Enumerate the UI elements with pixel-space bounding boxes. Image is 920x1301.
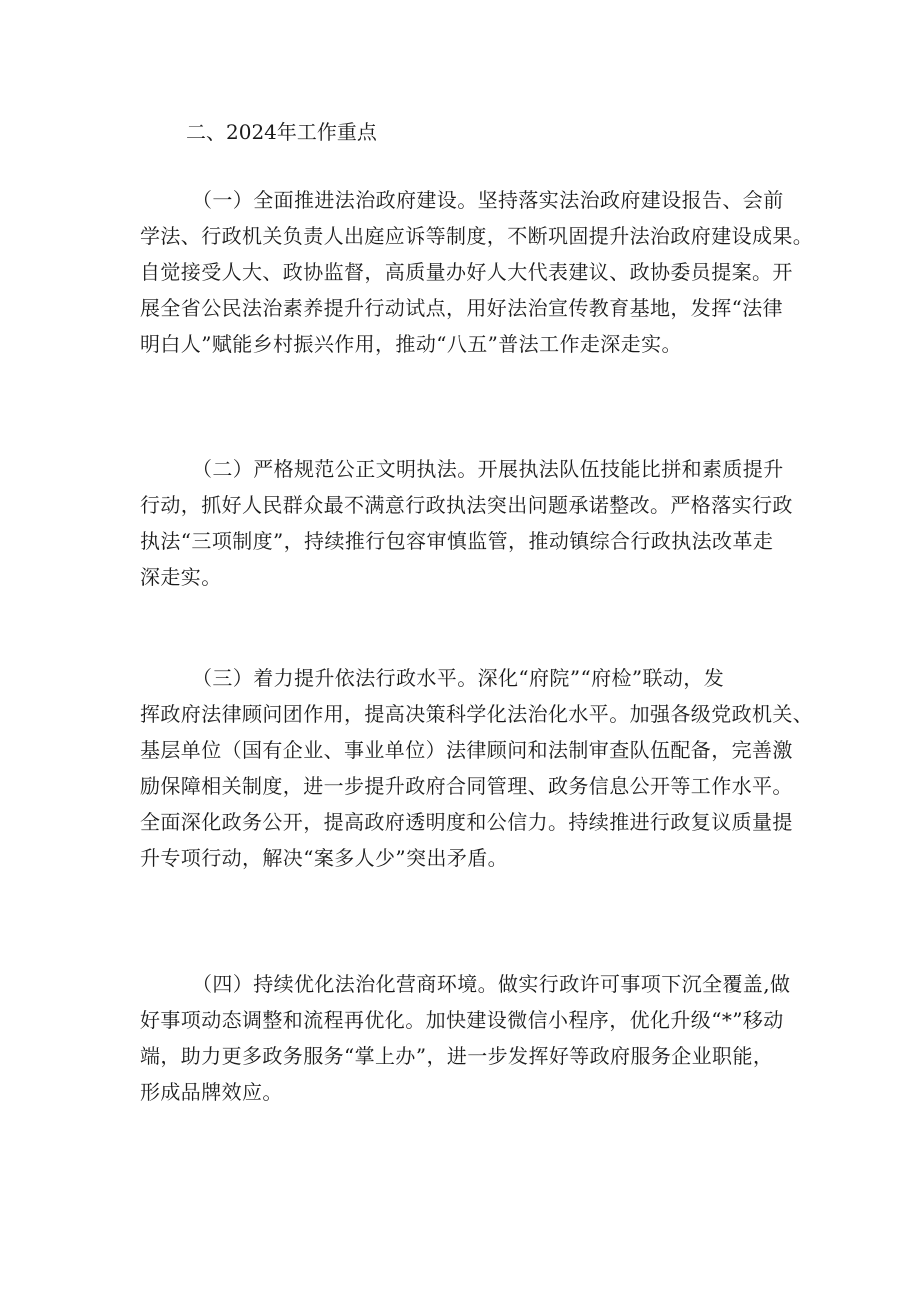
paragraph-1 [140,182,814,362]
paragraph-line: （四）持续优化法治化营商环境。做实行政许可事项下沉全覆盖,做 [192,972,791,996]
paragraph-line: 执法“三项制度”，持续推行包容审慎监管，推动镇综合行政执法改革走 [140,529,774,553]
paragraph-line: 学法、行政机关负责人出庭应诉等制度，不断巩固提升法治政府建设成果。 [140,224,814,248]
paragraph-line: 明白人”赋能乡村振兴作用，推动“八五”普法工作走深走实。 [140,332,682,356]
paragraph-line: 全面深化政务公开，提高政府透明度和公信力。持续推进行政复议质量提 [140,810,793,834]
paragraph-line: 行动，抓好人民群众最不满意行政执法突出问题承诺整改。严格落实行政 [140,493,793,517]
paragraph-line: 升专项行动，解决“案多人少”突出矛盾。 [140,846,509,870]
paragraph-line: （二）严格规范公正文明执法。开展执法队伍技能比拼和素质提升 [192,457,784,481]
paragraph-line: 形成品牌效应。 [140,1080,283,1104]
paragraph-line: 挥政府法律顾问团作用，提高决策科学化法治化水平。加强各级党政机关、 [140,702,814,726]
paragraph-line: 深走实。 [140,565,222,589]
paragraph-line: 展全省公民法治素养提升行动试点，用好法治宣传教育基地，发挥“法律 [140,296,784,320]
paragraph-line: 好事项动态调整和流程再优化。加快建设微信小程序，优化升级“*”移动 [140,1008,784,1032]
paragraph-line: （三）着力提升依法行政水平。深化“府院”“府检”联动，发 [192,666,725,690]
paragraph-2 [140,451,793,595]
paragraph-line: 励保障相关制度，进一步提升政府合同管理、政务信息公开等工作水平。 [140,774,793,798]
paragraph-line: 端，助力更多政务服务“掌上办”，进一步发挥好等政府服务企业职能， [140,1044,774,1068]
paragraph-line: 基层单位（国有企业、事业单位）法律顾问和法制审查队伍配备，完善激 [140,738,793,762]
paragraph-line: （一）全面推进法治政府建设。坚持落实法治政府建设报告、会前 [192,188,784,212]
paragraph-3 [140,660,814,876]
paragraph-line: 自觉接受人大、政协监督，高质量办好人大代表建议、政协委员提案。开 [140,260,793,284]
section-heading: 二、2024年工作重点 [186,120,377,144]
paragraph-4 [140,966,790,1110]
